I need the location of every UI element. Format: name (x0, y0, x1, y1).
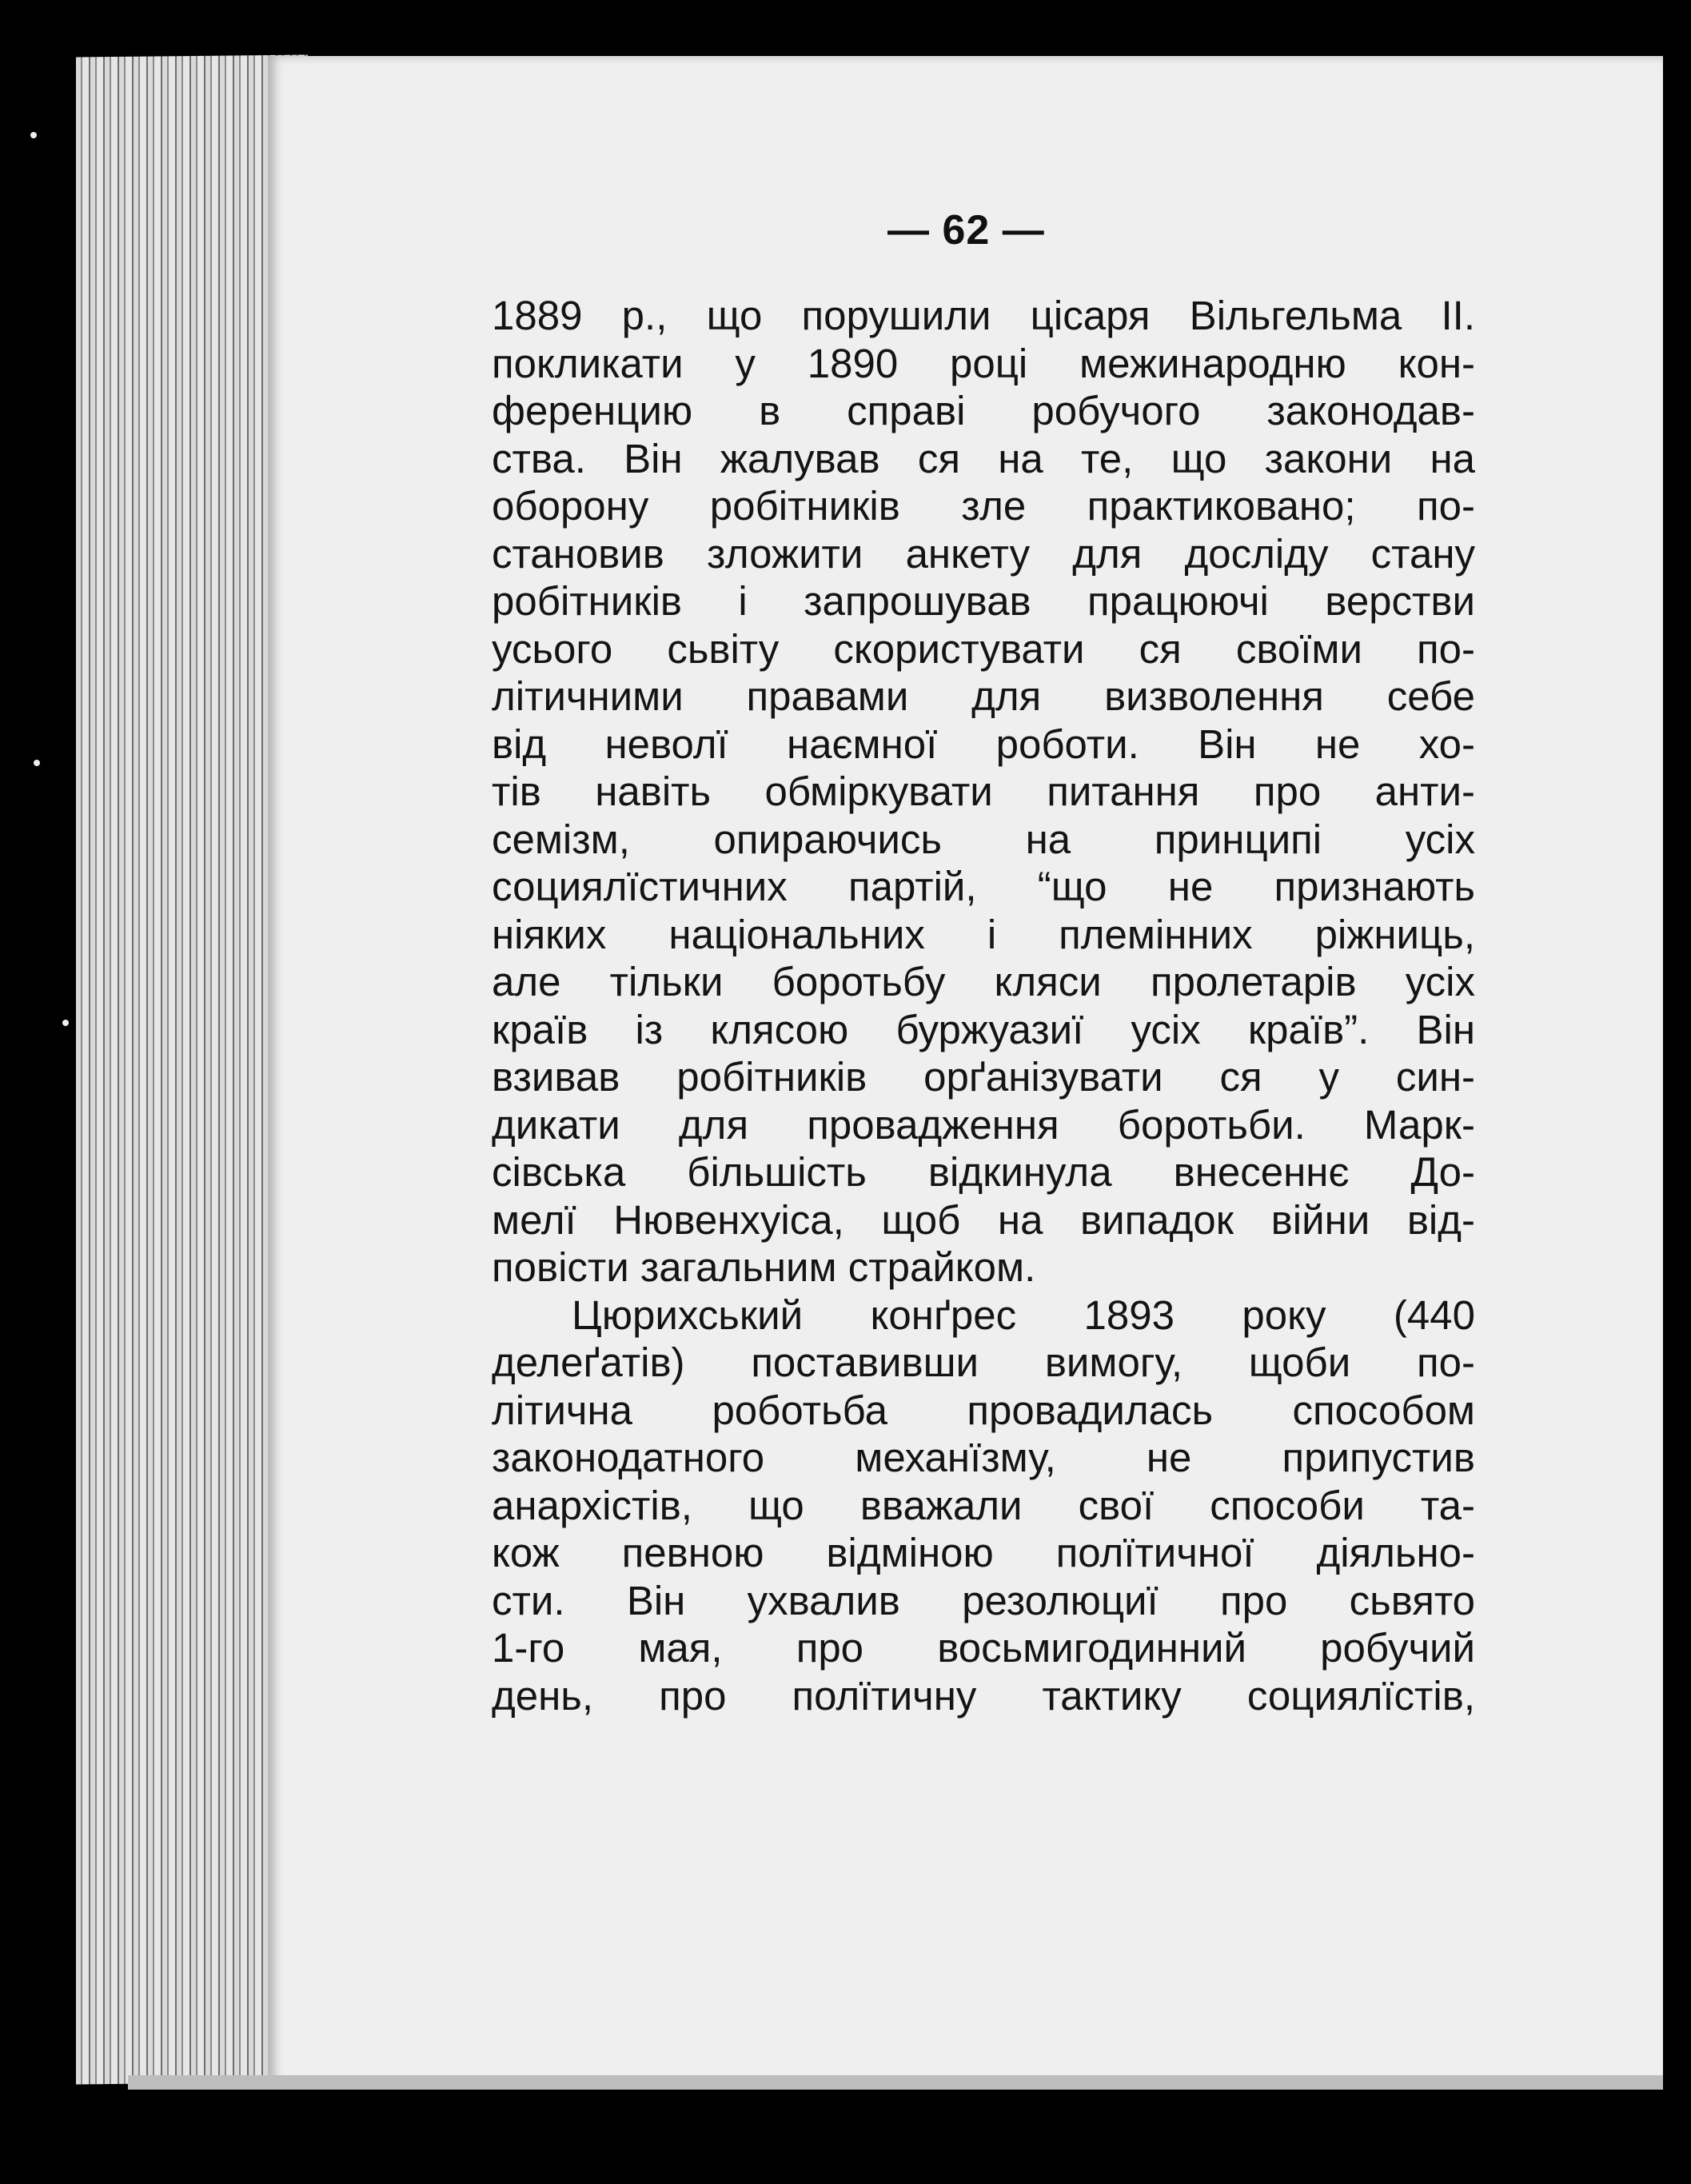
text-line: 1889 р., що порушили цісаря Вільгельма II. (492, 293, 1475, 338)
text-line: Цюрихський конґрес 1893 року (440 (572, 1292, 1475, 1338)
text-line: дикати для провадження боротьби. Марк- (492, 1101, 1475, 1148)
text-line: мелї Нювенхуіса, щоб на випадок війни від- (492, 1196, 1475, 1243)
text-line: оборону робітників зле практиковано; по- (492, 483, 1475, 529)
text-line: робітників і запрошував працюючі верстви (492, 578, 1475, 624)
text-line: день, про полїтичну тактику социялїстів, (492, 1672, 1475, 1719)
text-line: социялїстичних партій, “що не признають (492, 864, 1475, 909)
text-line: літичними правами для визволення себе (492, 673, 1475, 719)
text-line: ніяких національних і племінних ріжниць, (492, 911, 1475, 957)
text-line: взивав робітників орґанізувати ся у син- (492, 1054, 1475, 1100)
text-line: законодатного механїзму, не припустив (492, 1435, 1475, 1480)
text-line: 1-го мая, про восьмигодинний робучий (492, 1625, 1475, 1671)
text-line: від неволї наємної роботи. Він не хо- (492, 721, 1475, 767)
text-line: але тільки боротьбу кляси пролетарів усіх (492, 959, 1475, 1004)
text-line: сти. Він ухвалив резолюциї про сьвято (492, 1577, 1475, 1623)
text-line: становив зложити анкету для досліду стану (492, 530, 1475, 577)
scan-speck (62, 1020, 69, 1026)
text-line: анархістів, що вважали свої способи та- (492, 1482, 1475, 1528)
text-line: делеґатів) поставивши вимогу, щоби по- (492, 1340, 1475, 1385)
page-number: — 62 — (887, 207, 1045, 254)
text-line: повісти загальним страйком. (492, 1244, 1036, 1290)
text-line: кож певною відміною полїтичної діяльно- (492, 1530, 1475, 1575)
text-line: семізм, опираючись на принципі усіх (492, 816, 1475, 862)
text-line: усього сьвіту скористувати ся своїми по- (492, 625, 1475, 672)
scan-speck (34, 760, 40, 766)
text-line: літична роботьба провадилась способом (492, 1387, 1475, 1433)
text-line: ства. Він жалував ся на те, що закони на (492, 435, 1475, 481)
text-line: країв із клясою буржуазиї усіх країв”. Він (492, 1006, 1475, 1052)
text-line: покликати у 1890 році межинародню кон- (492, 340, 1475, 386)
scan-speck (30, 132, 37, 138)
text-line: сівська більшість відкинула внесеннє До- (492, 1149, 1475, 1195)
text-line: тів навіть обміркувати питання про анти- (492, 769, 1475, 814)
text-line: ференцию в справі робучого законодав- (492, 388, 1475, 433)
body-text (492, 292, 1475, 1719)
page-bottom-edge (128, 2075, 1663, 2090)
